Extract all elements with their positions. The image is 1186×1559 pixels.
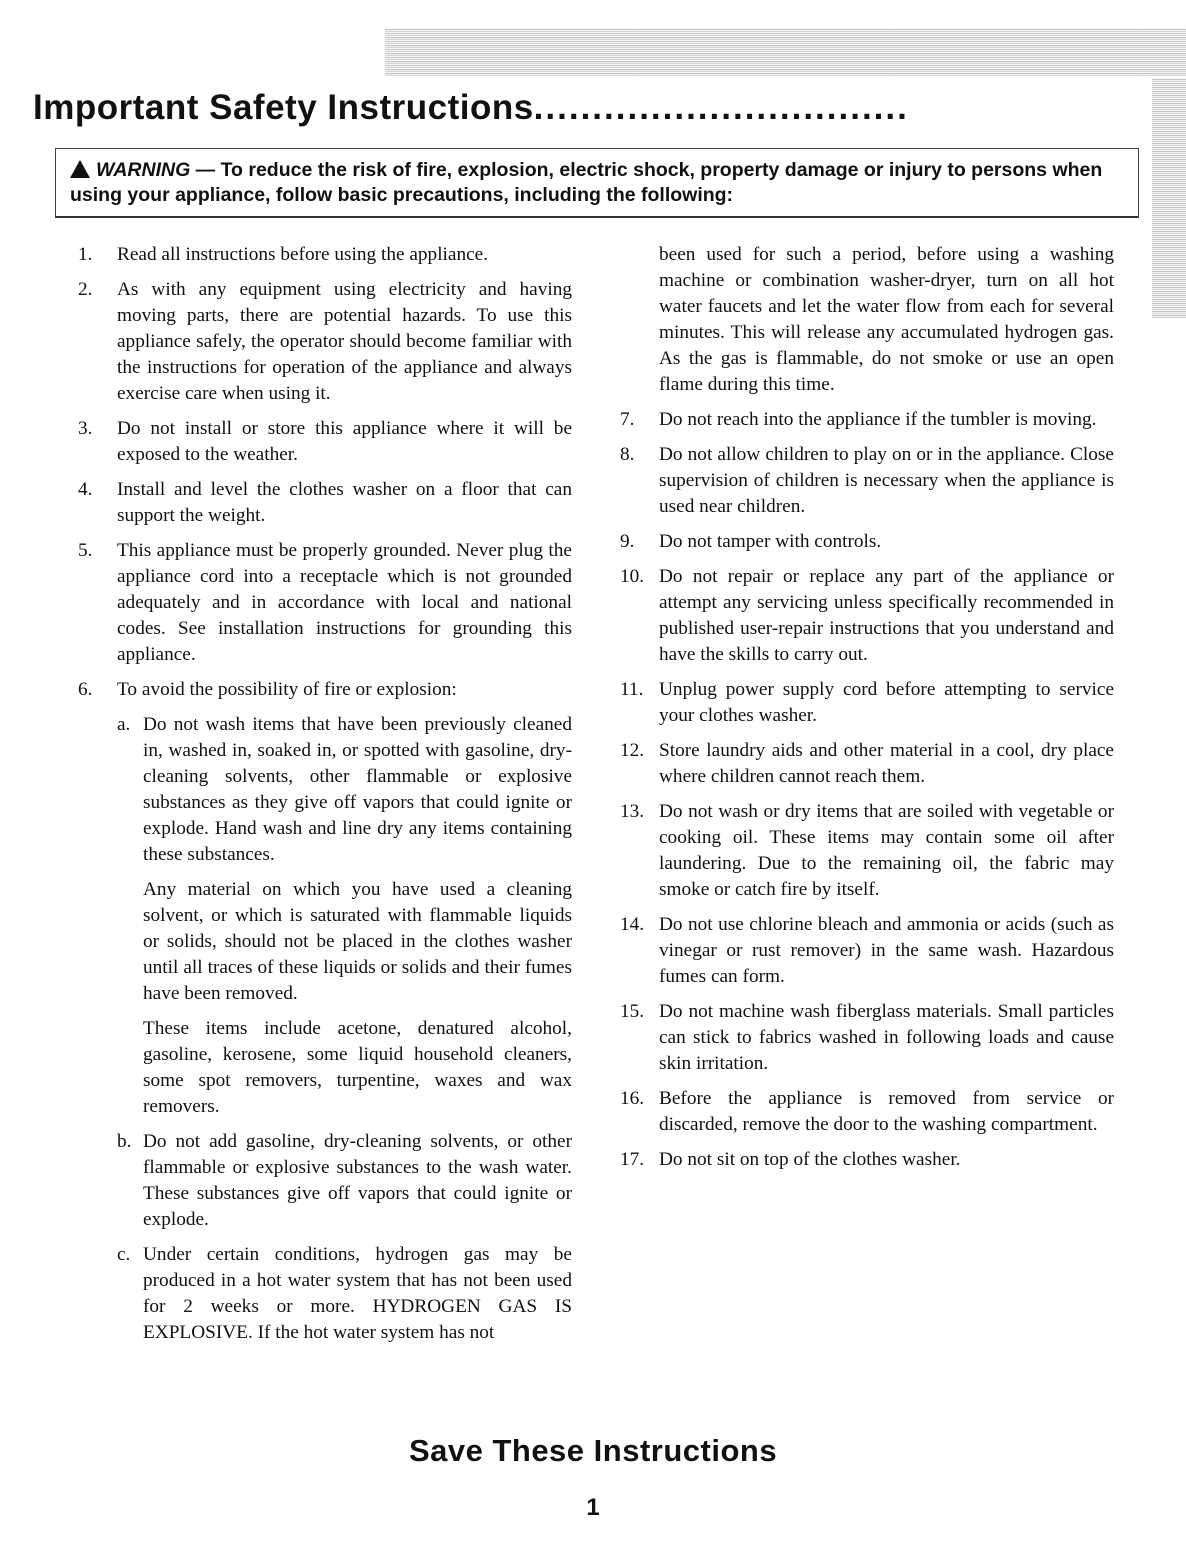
page-number: 1 — [586, 1494, 600, 1521]
item-number: 11. — [620, 679, 644, 700]
sub-letter: c. — [117, 1244, 131, 1265]
item-number: 9. — [620, 531, 635, 552]
item-text: Do not use chlorine bleach and ammonia or acids (such as vinegar or rust remover) in the same wash. Hazardous fumes can form. — [659, 914, 1114, 987]
list-item — [620, 738, 1114, 790]
item-text: Do not sit on top of the clothes washer. — [659, 1149, 961, 1170]
item-text: Read all instructions before using the appliance. — [117, 244, 489, 265]
item-number: 7. — [620, 409, 635, 430]
warning-label: WARNING — [96, 159, 191, 181]
sub-item-b — [117, 1129, 572, 1233]
item-text: Do not wash or dry items that are soiled with vegetable or cooking oil. These items may contain some oil after laundering. Due to the remaining oil, the fabric may smoke or catch fire by itself. — [659, 801, 1114, 900]
item-text: Do not repair or replace any part of the appliance or attempt any servicing unless specifically recommended in published user-repair instructions that you understand and have the skills to carry out. — [659, 566, 1114, 665]
list-item — [620, 799, 1114, 903]
list-item — [620, 999, 1114, 1077]
sub-text: Under certain conditions, hydrogen gas may be produced in a hot water system that has not been used for 2 weeks or more. HYDROGEN GAS IS EXPLOSIVE. If the hot water system has not — [143, 1244, 572, 1343]
item-text: Unplug power supply cord before attempting to service your clothes washer. — [659, 679, 1114, 726]
left-column — [78, 242, 572, 1355]
item-number: 5. — [78, 540, 93, 561]
item-number: 1. — [78, 244, 93, 265]
item-text: This appliance must be properly grounded. Never plug the appliance cord into a receptacle which is not grounded adequately and in accordance with local and national codes. See installation instructions for grounding this appliance. — [117, 540, 572, 665]
sub-letter: b. — [117, 1131, 132, 1152]
item-text: Do not allow children to play on or in the appliance. Close supervision of children is necessary when the appliance is used near children. — [659, 444, 1114, 517]
item-number: 12. — [620, 740, 645, 761]
sub-text: Do not wash items that have been previously cleaned in, washed in, soaked in, or spotted with gasoline, dry-cleaning solvents, other flammable or explosive substances as they give off vapors that could ignite or explode. Hand wash and line dry any items containing these substances. — [143, 714, 572, 865]
sub-paragraph: These items include acetone, denatured alcohol, gasoline, kerosene, some liquid household cleaners, some spot removers, turpentine, waxes and wax removers. — [143, 1018, 572, 1117]
list-item — [620, 912, 1114, 990]
item-text: Store laundry aids and other material in a cool, dry place where children cannot reach them. — [659, 740, 1114, 787]
item-text: Do not reach into the appliance if the tumbler is moving. — [659, 409, 1097, 430]
item-text: To avoid the possibility of fire or explosion: — [117, 679, 457, 700]
list-item — [620, 442, 1114, 520]
list-item — [620, 564, 1114, 668]
item-number: 6. — [78, 679, 93, 700]
item-text: Do not machine wash fiberglass materials. Small particles can stick to fabrics washed in following loads and cause skin irritation. — [659, 1001, 1114, 1074]
item-number: 17. — [620, 1149, 645, 1170]
warning-text: — To reduce the risk of fire, explosion, electric shock, property damage or injury to persons when using your appliance, follow basic precautions, including the following: — [70, 159, 1103, 206]
warning-box — [55, 148, 1139, 218]
item-text: Do not install or store this appliance where it will be exposed to the weather. — [117, 418, 572, 465]
item-text: Before the appliance is removed from service or discarded, remove the door to the washing compartment. — [659, 1088, 1114, 1135]
header-texture-band — [385, 28, 1186, 76]
item-text: As with any equipment using electricity and having moving parts, there are potential hazards. To use this appliance safely, the operator should become familiar with the instructions for operation of the appliance and always exercise care when using it. — [117, 279, 572, 404]
sub-text: Do not add gasoline, dry-cleaning solvents, or other flammable or explosive substances to the wash water. These substances give off vapors that could ignite or explode. — [143, 1131, 572, 1230]
sub-list — [117, 712, 572, 1346]
list-item — [620, 407, 1114, 433]
list-item — [78, 242, 572, 268]
item-number: 16. — [620, 1088, 645, 1109]
list-item — [78, 277, 572, 407]
item-number: 14. — [620, 914, 645, 935]
title-leader: ................................ — [533, 88, 909, 127]
continuation-text: been used for such a period, before using a washing machine or combination washer-dryer, turn on all hot water faucets and let the water flow from each for several minutes. This will release any accumulated hydrogen gas. As the gas is flammable, do not smoke or use an open flame during this time. — [659, 244, 1114, 395]
sub-letter: a. — [117, 714, 131, 735]
item-number: 4. — [78, 479, 93, 500]
item-text: Do not tamper with controls. — [659, 531, 882, 552]
save-instructions-heading: Save These Instructions — [408, 1433, 778, 1468]
right-column — [620, 242, 1114, 1182]
list-item — [78, 538, 572, 668]
list-item — [78, 477, 572, 529]
list-item — [78, 677, 572, 703]
item-number: 15. — [620, 1001, 645, 1022]
item-number: 8. — [620, 444, 635, 465]
item-number: 10. — [620, 566, 645, 587]
sub-item-a — [117, 712, 572, 868]
list-item — [620, 1086, 1114, 1138]
sub-paragraph: Any material on which you have used a cleaning solvent, or which is saturated with flammable liquids or solids, should not be placed in the clothes washer until all traces of these liquids or solids and their fumes have been removed. — [143, 879, 572, 1004]
list-item — [78, 416, 572, 468]
title-text: Important Safety Instructions — [33, 88, 534, 127]
item-number: 2. — [78, 279, 93, 300]
item-text: Install and level the clothes washer on a floor that can support the weight. — [117, 479, 572, 526]
list-item — [620, 677, 1114, 729]
warning-icon — [70, 160, 90, 178]
side-texture-band — [1152, 78, 1186, 318]
list-item — [620, 529, 1114, 555]
list-item — [620, 1147, 1114, 1173]
item-number: 13. — [620, 801, 645, 822]
page-title — [33, 88, 909, 128]
item-number: 3. — [78, 418, 93, 439]
sub-item-c — [117, 1242, 572, 1346]
